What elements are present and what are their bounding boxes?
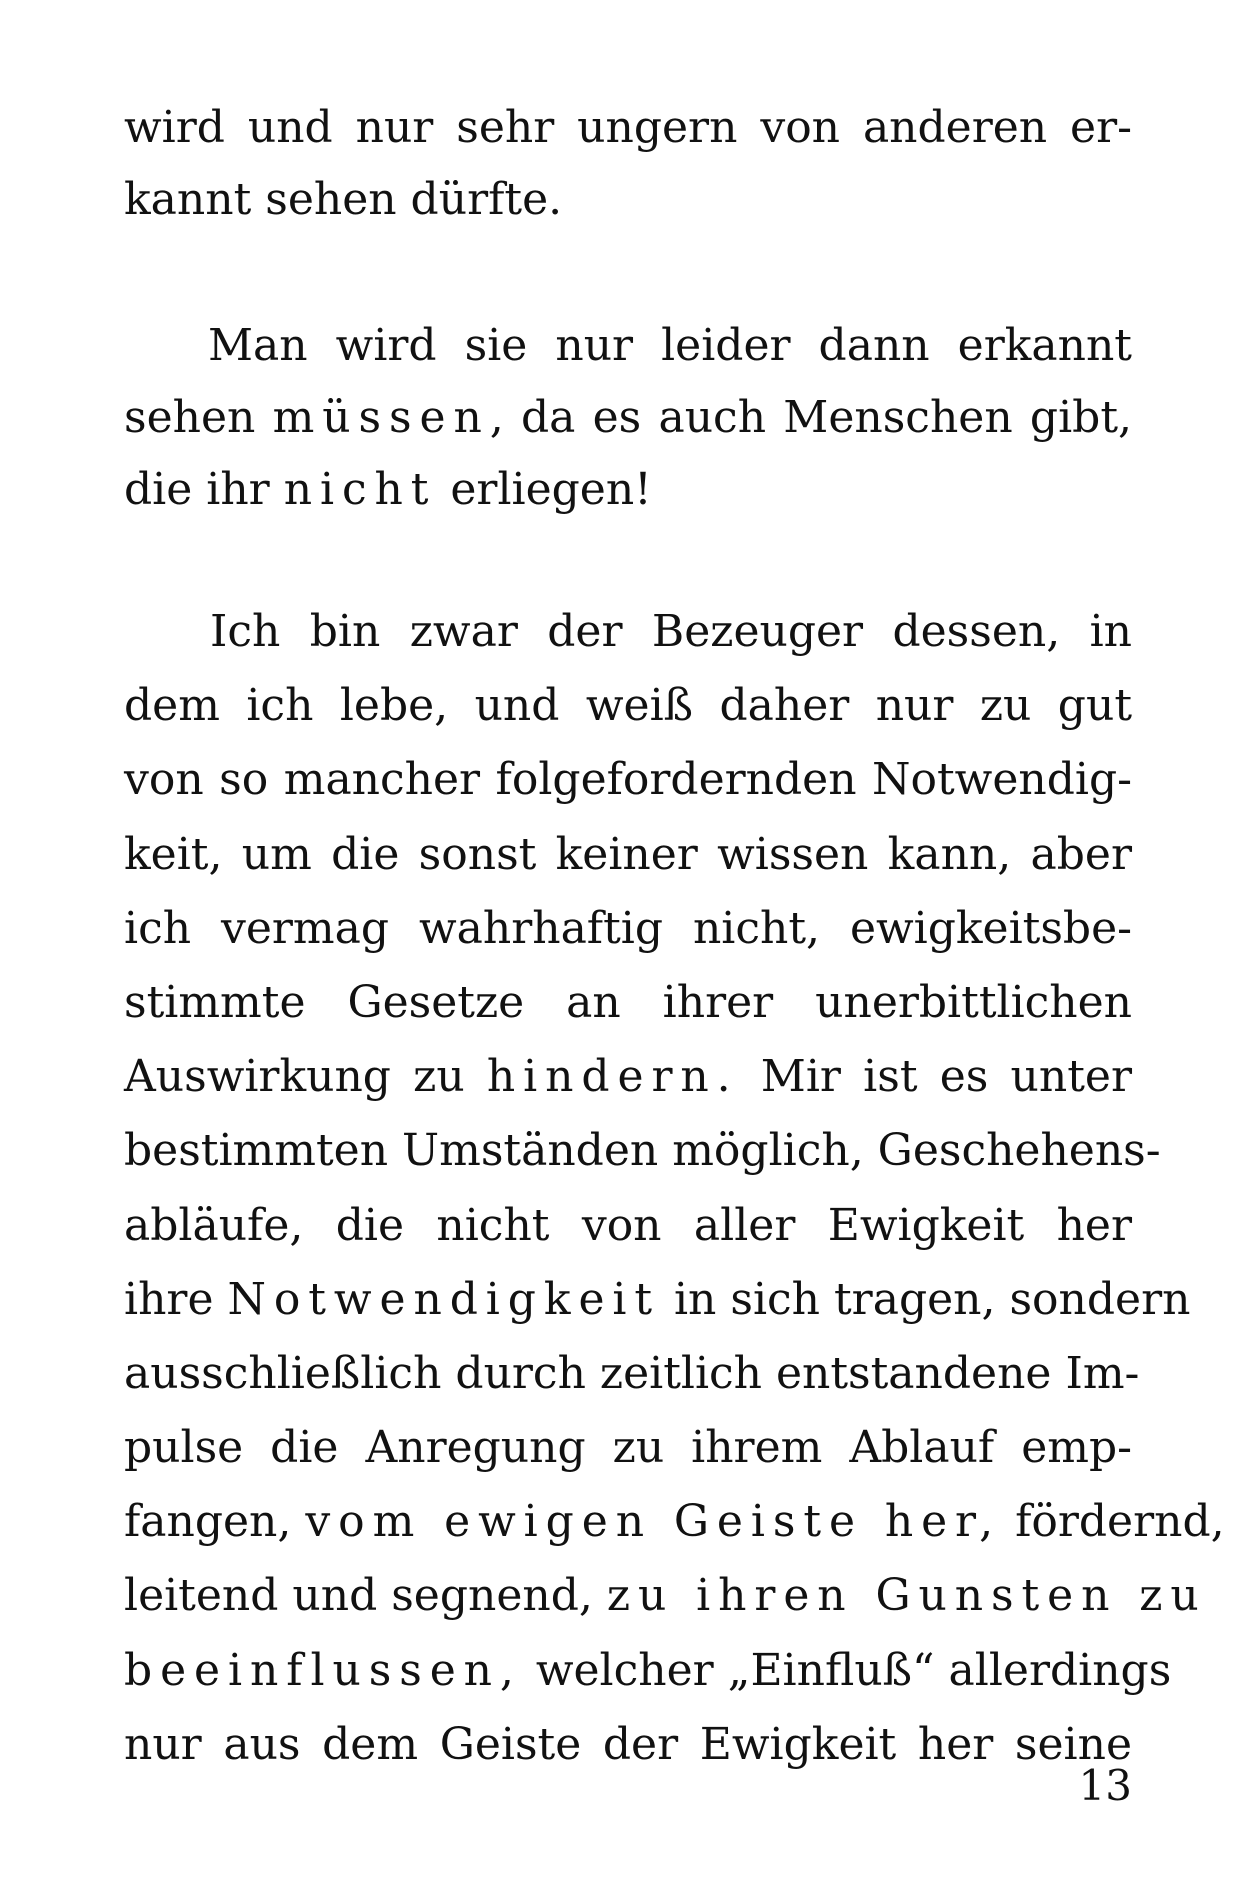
text-line: stimmte Gesetze an ihrer unerbittlichen — [124, 976, 1132, 1028]
text-line: die ihr nicht erliegen! — [124, 464, 652, 515]
text-line: wird und nur sehr ungern von anderen er- — [124, 102, 1132, 153]
text-line: keit, um die sonst keiner wissen kann, aber — [124, 828, 1132, 880]
paragraph-3 — [124, 595, 1225, 1782]
spaced-word: Notwendigkeit — [227, 1273, 660, 1325]
text-line: fangen, vom ewigen Geiste her, fördernd, — [124, 1496, 1225, 1548]
text-line: sehen müssen, da es auch Menschen gibt, — [124, 392, 1132, 443]
spaced-word: beeinflussen, — [124, 1644, 522, 1696]
text-line: leitend und segnend, zu ihren Gunsten zu — [124, 1570, 1207, 1622]
text-line: kannt sehen dürfte. — [124, 174, 563, 225]
text-line: Ich bin zwar der Bezeuger dessen, in — [210, 606, 1132, 657]
text-line: bestimmten Umständen möglich, Geschehens- — [124, 1125, 1161, 1177]
text-line: ausschließlich durch zeitlich entstandene Im- — [124, 1347, 1140, 1399]
spaced-word: müssen — [272, 392, 490, 443]
text-line: Man wird sie nur leider dann erkannt — [208, 320, 1132, 371]
spaced-word: nicht — [283, 464, 437, 515]
paragraph-2 — [124, 310, 1132, 526]
text-line: von so mancher folgefordernden Notwendig- — [124, 754, 1132, 806]
text-line: nur aus dem Geiste der Ewigkeit her seine — [124, 1718, 1132, 1770]
page-number: 13 — [1078, 1761, 1132, 1810]
spaced-word: hindern. — [486, 1051, 739, 1103]
text-line: pulse die Anregung zu ihrem Ablauf emp- — [124, 1422, 1132, 1474]
text-line: beeinflussen, welcher „Einfluß“ allerdings — [124, 1644, 1172, 1696]
text-line: ich vermag wahrhaftig nicht, ewigkeitsbe- — [124, 902, 1132, 954]
text-line: ihre Notwendigkeit in sich tragen, sondern — [124, 1273, 1191, 1325]
text-line: dem ich lebe, und weiß daher nur zu gut — [124, 680, 1132, 732]
paragraph-1 — [124, 92, 1132, 236]
spaced-word: vom ewigen Geiste her, — [305, 1496, 1002, 1548]
spaced-word: zu ihren Gunsten zu — [606, 1570, 1207, 1622]
text-line: abläufe, die nicht von aller Ewigkeit her — [124, 1199, 1132, 1251]
text-line: Auswirkung zu hindern. Mir ist es unter — [124, 1051, 1132, 1103]
